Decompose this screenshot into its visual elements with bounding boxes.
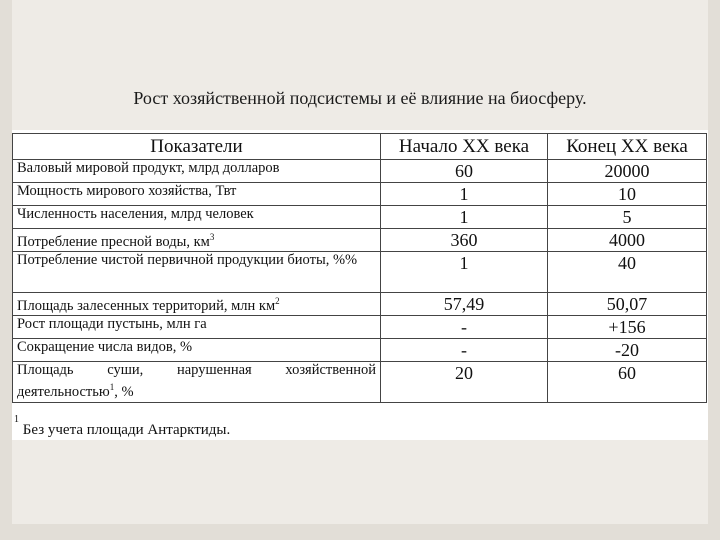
cell-start: 360 bbox=[381, 229, 548, 252]
table-row bbox=[13, 339, 707, 362]
slide-bottom-border bbox=[0, 524, 720, 540]
row-label: Мощность мирового хозяйства, Твт bbox=[13, 183, 381, 206]
cell-start: 1 bbox=[381, 206, 548, 229]
table-row bbox=[13, 160, 707, 183]
cell-end: 60 bbox=[548, 362, 707, 403]
row-label: Потребление чистой первичной продукции биоты, %% bbox=[13, 252, 381, 293]
table-row bbox=[13, 252, 707, 293]
column-header-indicators: Показатели bbox=[13, 134, 381, 160]
cell-end: 10 bbox=[548, 183, 707, 206]
table-row bbox=[13, 206, 707, 229]
cell-end: 20000 bbox=[548, 160, 707, 183]
cell-end: -20 bbox=[548, 339, 707, 362]
page-title: Рост хозяйственной подсистемы и её влияние на биосферу. bbox=[133, 88, 587, 108]
cell-end: 5 bbox=[548, 206, 707, 229]
slide-left-border bbox=[0, 0, 12, 540]
footnote-mark: 1 bbox=[14, 414, 19, 425]
table-row bbox=[13, 316, 707, 339]
indicators-table bbox=[12, 133, 707, 403]
footnote-text: Без учета площади Антарктиды. bbox=[22, 422, 231, 438]
cell-start: - bbox=[381, 316, 548, 339]
table-row bbox=[13, 362, 707, 403]
table-row bbox=[13, 293, 707, 316]
row-label: Сокращение числа видов, % bbox=[13, 339, 381, 362]
column-header-end-century: Конец XX века bbox=[548, 134, 707, 160]
cell-start: 1 bbox=[381, 252, 548, 293]
table-row bbox=[13, 183, 707, 206]
cell-end: 50,07 bbox=[548, 293, 707, 316]
slide-right-border bbox=[708, 0, 720, 540]
cell-start: 57,49 bbox=[381, 293, 548, 316]
row-label: Площадь залесенных территорий, млн $км^2$ bbox=[13, 293, 381, 316]
cell-end: 40 bbox=[548, 252, 707, 293]
row-label: Валовый мировой продукт, млрд долларов bbox=[13, 160, 381, 183]
footnote bbox=[14, 414, 231, 439]
table-row bbox=[13, 229, 707, 252]
cell-end: +156 bbox=[548, 316, 707, 339]
cell-start: - bbox=[381, 339, 548, 362]
cell-end: 4000 bbox=[548, 229, 707, 252]
row-label: Площадь суши, нарушенная хозяйственной деятельностью$^1$, % bbox=[13, 362, 381, 403]
cell-start: 60 bbox=[381, 160, 548, 183]
row-label: Численность населения, млрд человек bbox=[13, 206, 381, 229]
row-label: Рост площади пустынь, млн га bbox=[13, 316, 381, 339]
column-header-start-century: Начало XX века bbox=[381, 134, 548, 160]
cell-start: 20 bbox=[381, 362, 548, 403]
cell-start: 1 bbox=[381, 183, 548, 206]
row-label: Потребление пресной воды, $км^3$ bbox=[13, 229, 381, 252]
